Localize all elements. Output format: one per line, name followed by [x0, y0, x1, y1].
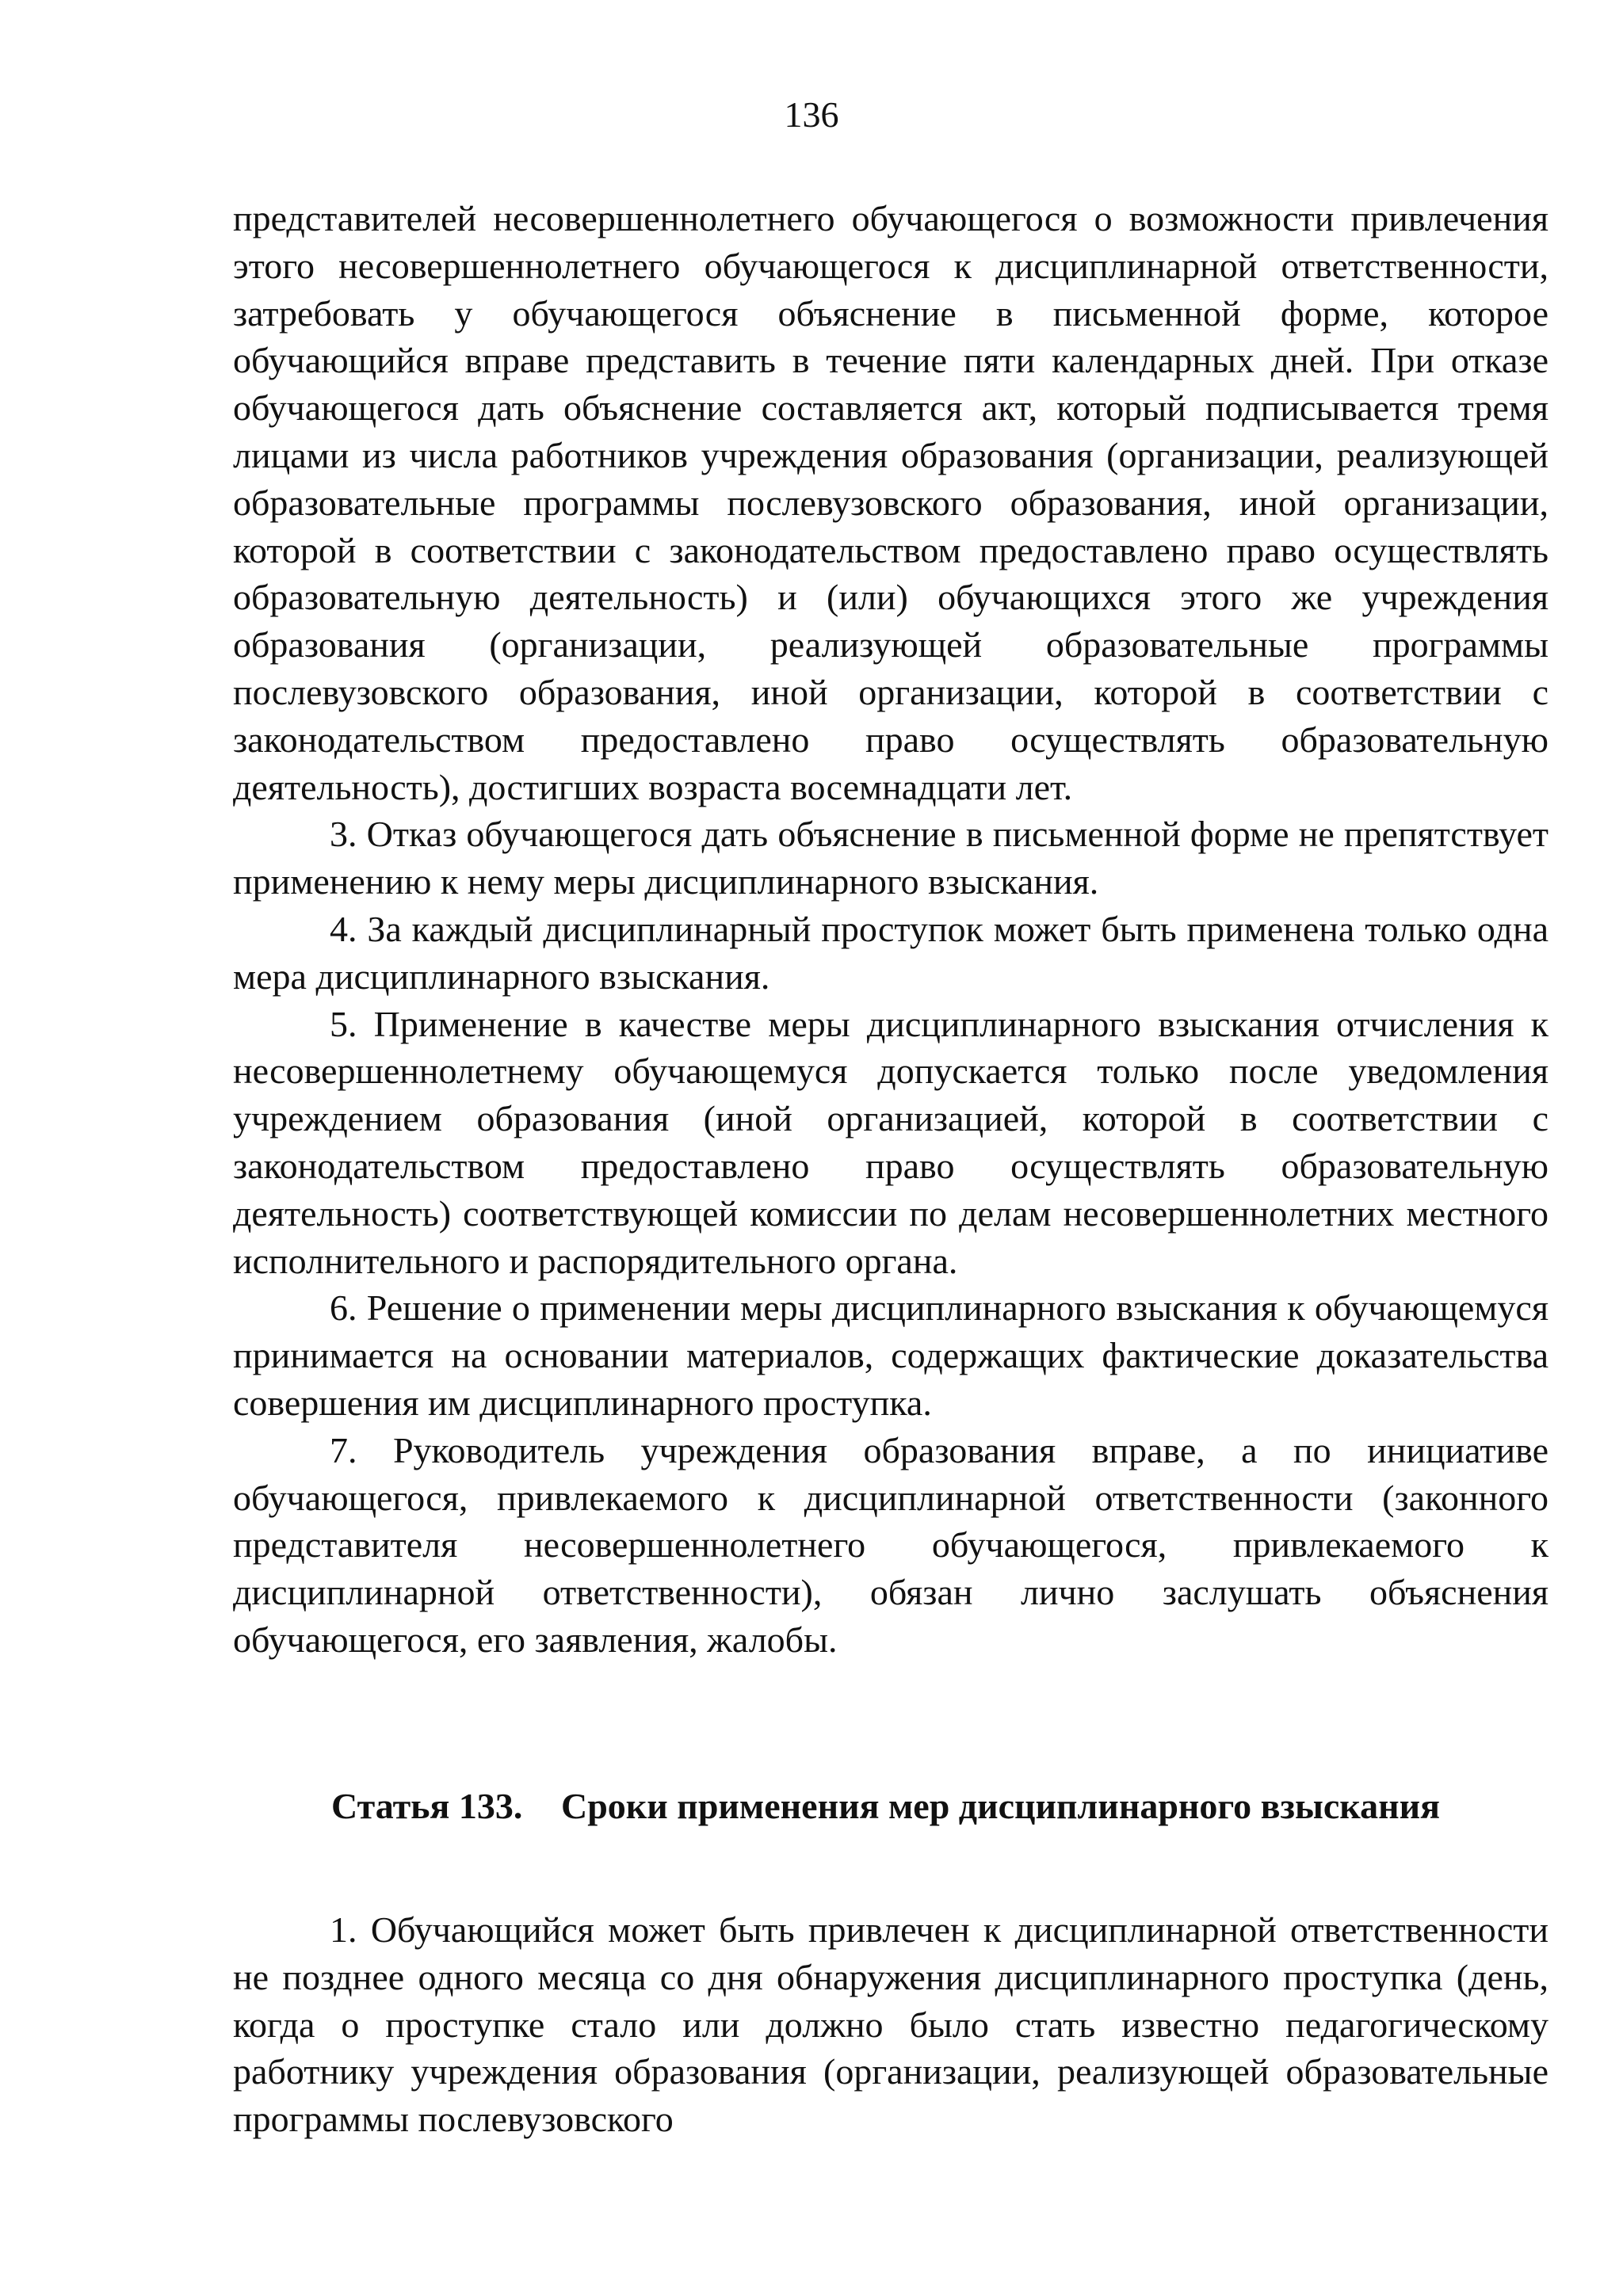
article-number: Статья 133. [331, 1786, 523, 1826]
paragraph-7: 7. Руководитель учреждения образования вправе, а по инициативе обучающегося, привлекаемого к дисциплинарной ответственности (законного представителя несовершеннолетнего обучающегося, привлекаемого к дисциплинарной ответственности), обязан лично заслушать объяснения обучающегося, его заявления, жалобы. [233, 1429, 1549, 1660]
paragraph-4: 4. За каждый дисциплинарный проступок может быть применена только одна мера дисциплинарного взыскания. [233, 908, 1549, 997]
article-title: Сроки применения мер дисциплинарного взыскания [561, 1786, 1441, 1826]
article-133-body [233, 1906, 1549, 2143]
article-heading [331, 1783, 1441, 1830]
paragraph-6: 6. Решение о применении меры дисциплинарного взыскания к обучающемуся принимается на основании материалов, содержащих фактические доказательства совершения им дисциплинарного проступка. [233, 1287, 1549, 1423]
article-132-continuation [233, 195, 1549, 1664]
paragraph-5: 5. Применение в качестве меры дисциплинарного взыскания отчисления к несовершеннолетнему обучающемуся допускается только после уведомления учреждением образования (иной организацией, которой в соответствии с законодательством предоставлено право осуществлять образовательную деятельность) соответствующей комиссии по делам несовершеннолетних местного исполнительного и распорядительного органа. [233, 1003, 1549, 1281]
article-133-paragraph-1: 1. Обучающийся может быть привлечен к дисциплинарной ответственности не позднее одного месяца со дня обнаружения дисциплинарного проступка (день, когда о проступке стало или должно было стать известно педагогическому работнику учреждения образования (организации, реализующей образовательные программы послевузовского [233, 1909, 1549, 2140]
paragraph-continued: представителей несовершеннолетнего обучающегося о возможности привлечения этого несовершеннолетнего обучающегося к дисциплинарной ответственности, затребовать у обучающегося объяснение в письменной форме, которое обучающийся вправе представить в течение пяти календарных дней. При отказе обучающегося дать объяснение составляется акт, который подписывается тремя лицами из числа работников учреждения образования (организации, реализующей образовательные программы послевузовского образования, иной организации, которой в соответствии с законодательством предоставлено право осуществлять образовательную деятельность) и (или) обучающихся этого же учреждения образования (организации, реализующей образовательные программы послевузовского образования, иной организации, которой в соответствии с законодательством предоставлено право осуществлять образовательную деятельность), достигших возраста восемнадцати лет. [233, 198, 1549, 807]
page-number: 136 [784, 94, 839, 135]
paragraph-3: 3. Отказ обучающегося дать объяснение в письменной форме не препятствует применению к нему меры дисциплинарного взыскания. [233, 814, 1549, 902]
